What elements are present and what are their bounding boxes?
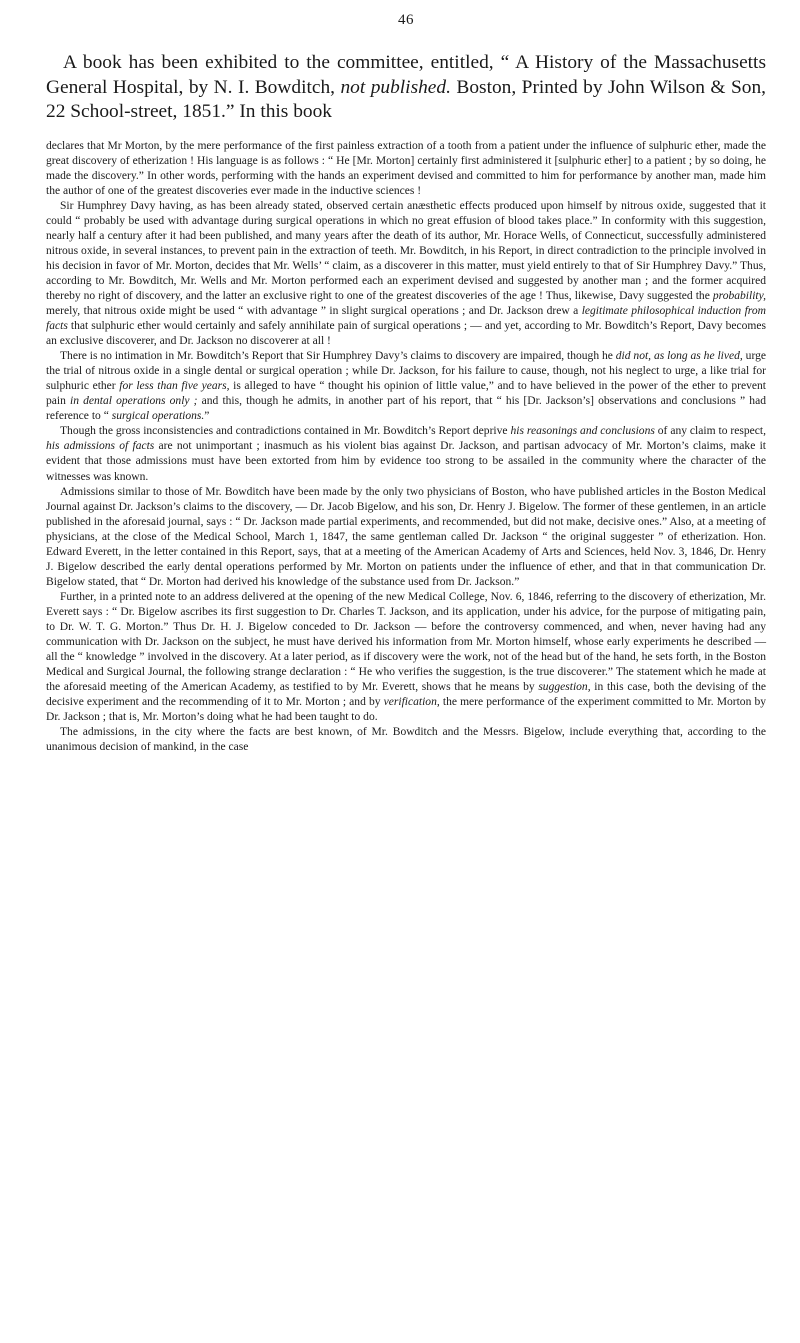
text-run: A book has been exhibited to the committee, entitled, “ A History of the Massachusetts General Hospital, by N. I. Bowditch, xyxy=(46,52,766,98)
document-page xyxy=(46,12,766,755)
text-run: in this case, both the devising of the decisive experiment and the recommending of it to Mr. Morton ; and by xyxy=(46,681,766,709)
italic-text: did not, as long as he lived, xyxy=(615,350,743,363)
text-run: Further, in a printed note to an address delivered at the opening of the new Medical College, Nov. 6, 1846, referring to the discovery of etherization, Mr. Everett says : “ Dr. Bigelow ascribes its first suggestion to Dr. Charles T. Jackson, and its application, under his advice, for the purpose of mitigating pain, to Dr. W. T. G. Morton.” Thus Dr. H. J. Bigelow conceded to Dr. Jackson — before the controversy commenced, and when, never having had any communication with Dr. Jackson on the subject, he must have derived his information from Mr. Morton himself, whose early experiments he described — all the “ knowledge ” involved in the discovery. At a later period, as if discovery were the work, not of the head but of the hand, he sets forth, in the Boston Medical and Surgical Journal, the following strange declaration : “ He who verifies the suggestion, is the true discoverer.” The statement which he made at the aforesaid meeting of the American Academy, as testified to by Mr. Everett, shows that he means by xyxy=(46,590,766,694)
text-run: merely, that nitrous oxide might be used “ with advantage ” in slight surgical operations ; and Dr. Jackson drew a xyxy=(46,305,582,318)
italic-text: surgical operations. xyxy=(111,410,205,423)
body-paragraph xyxy=(46,139,766,199)
italic-text: not published. xyxy=(340,76,451,98)
text-run: declares that Mr Morton, by the mere performance of the first painless extraction of a tooth from a patient under the influence of sulphuric ether, made the great discovery of etherization ! His language is as follows : “ He [Mr. Morton] certainly first administered it [sulphuric ether] to a patient ; by so doing, he made the discovery.” In other words, performing with the hands an experiment devised and committed to him for performance by another man, made him the author of one of the greatest discoveries ever made in the inductive sciences ! xyxy=(46,139,766,197)
body-paragraph xyxy=(46,199,766,349)
italic-text: in dental operations only ; xyxy=(70,395,198,408)
text-run: The admissions, in the city where the facts are best known, of Mr. Bowditch and the Messrs. Bigelow, include everything that, according to the unanimous decision of mankind, in the case xyxy=(46,726,766,754)
text-run: and this, though he admits, in another part of his report, that “ his [Dr. Jackson’s] observations and conclusions ” had reference to “ xyxy=(46,395,766,423)
italic-text: legitimate philosophical induction from facts xyxy=(46,305,766,333)
italic-text: verification, xyxy=(383,696,440,709)
text-run: are not unimportant ; inasmuch as his violent bias against Dr. Jackson, and partisan advocacy of Mr. Morton’s claims, make it evident that those admissions must have been extorted from him by evidence too strong to be assailed in the community where the character of the witnesses was known. xyxy=(46,440,766,483)
text-run: Though the gross inconsistencies and contradictions contained in Mr. Bowditch’s Report deprive xyxy=(60,425,511,438)
body-paragraph xyxy=(46,424,766,484)
text-run: ” xyxy=(204,410,210,423)
text-run: Sir Humphrey Davy having, as has been already stated, observed certain anæsthetic effects produced upon himself by nitrous oxide, suggested that it could “ probably be used with advantage during surgical operations in which no great effusion of blood takes place.” In conformity with this suggestion, nearly half a century after it had been published, and many years after the death of its author, Mr. Horace Wells, of Connecticut, successfully administered nitrous oxide, in several instances, to prevent pain in the extraction of teeth. Mr. Bowditch, in his Report, in direct contradiction to the principle involved in his decision in favor of Mr. Morton, decides that Mr. Wells’ “ claim, as a discoverer in this matter, must yield entirely to that of Sir Humphrey Davy.” Thus, according to Mr. Bowditch, Mr. Wells and Mr. Morton performed each an experiment devised and suggested by another man ; and the former acquired thereby no right of discovery, and the latter an exclusive right to one of the greatest discoveries of the age ! Thus, likewise, Davy suggested the xyxy=(46,199,766,302)
text-run: of any claim to respect, xyxy=(654,425,767,438)
intro-paragraph xyxy=(46,51,766,125)
text-run: is alleged to have “ thought his opinion of little value,” and to have believed in the power of the ether to prevent pain xyxy=(46,380,766,408)
text-run: that sulphuric ether would certainly and safely annihilate pain of surgical operations ; — and yet, according to Mr. Bowditch’s Report, Davy becomes an exclusive discoverer, and Dr. Jackson no discoverer at all ! xyxy=(46,320,766,348)
text-run: There is no intimation in Mr. Bowditch’s Report that Sir Humphrey Davy’s claims to discovery are impaired, though he xyxy=(60,350,616,363)
body-paragraph xyxy=(46,590,766,725)
italic-text: for less than five years, xyxy=(119,380,230,393)
text-run: Boston, Printed by John Wilson & Son, 22 School-street, 1851.” In this book xyxy=(46,76,766,122)
italic-text: probability, xyxy=(712,289,766,302)
body-paragraph xyxy=(46,349,766,424)
page-number: 46 xyxy=(398,12,414,28)
text-run: Admissions similar to those of Mr. Bowditch have been made by the only two physicians of Boston, who have published articles in the Boston Medical Journal against Dr. Jackson’s claims to the discovery, — Dr. Jacob Bigelow, and his son, Dr. Henry J. Bigelow. The former of these gentlemen, in an article published in the aforesaid journal, says : “ Dr. Jackson made partial experiments, and recommended, but did not make, decisive ones.” Also, at a meeting of physicians, at the close of the Medical School, March 1, 1847, the same gentleman called Dr. Jackson “ the original suggester ” of etherization. Hon. Edward Everett, in the letter contained in this Report, says, that at a meeting of the American Academy of Arts and Sciences, held Nov. 3, 1846, Dr. Henry J. Bigelow described the early dental operations performed by Mr. Morton on patients under the influence of ether, and that in that communication Dr. Bigelow stated, that “ Dr. Morton had derived his knowledge of the substance used from Dr. Jackson.” xyxy=(46,485,766,588)
text-run: urge the trial of nitrous oxide in a single dental or surgical operation ; while Dr. Jackson, for his failure to cause, though, not his neglect to urge, a like trial for sulphuric ether xyxy=(46,350,766,393)
text-run: the mere performance of the experiment committed to Mr. Morton by Dr. Jackson ; that is, Mr. Morton’s doing what he had been taught to do. xyxy=(46,696,767,724)
italic-text: his reasonings and conclusions xyxy=(510,425,655,438)
italic-text: suggestion, xyxy=(538,681,591,694)
italic-text: his admissions of facts xyxy=(46,440,155,453)
body-paragraph xyxy=(46,485,766,590)
body-paragraph xyxy=(46,725,766,755)
body-text xyxy=(46,139,766,756)
